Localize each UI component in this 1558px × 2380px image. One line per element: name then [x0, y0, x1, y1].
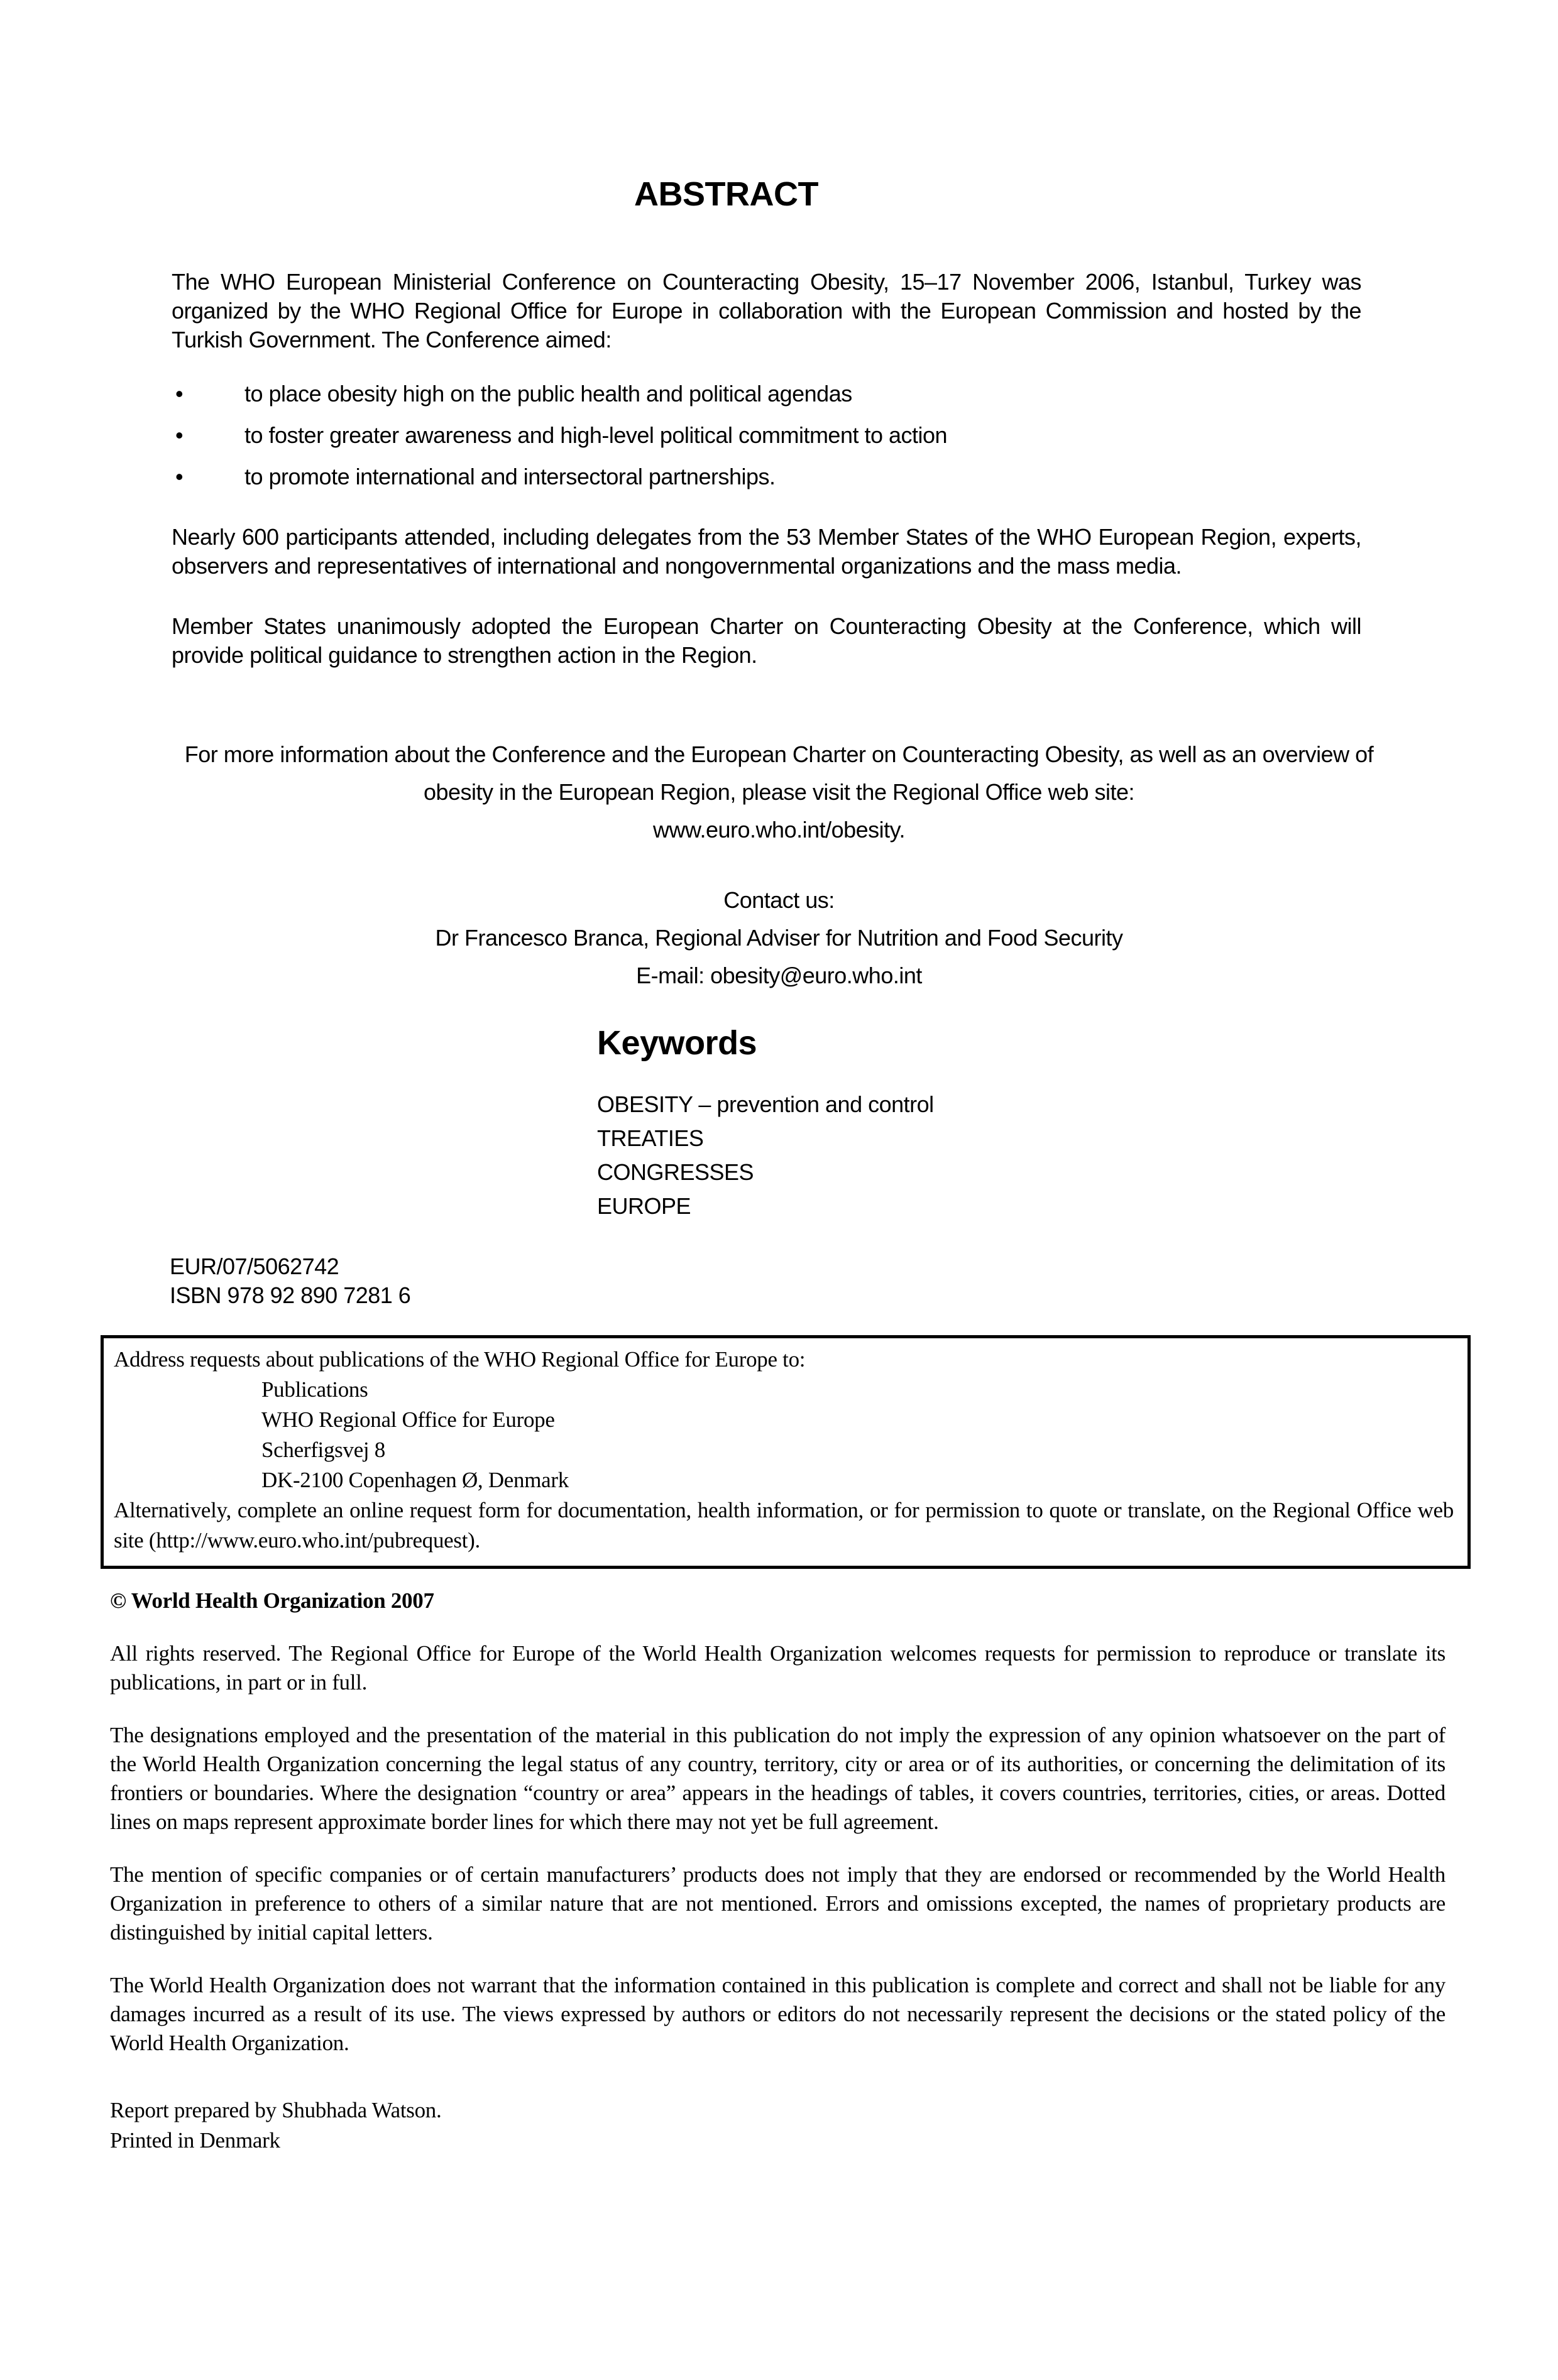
- copyright-section: [110, 1586, 1446, 2058]
- bullet-icon: •: [175, 381, 184, 407]
- bullet-item-label: to place obesity high on the public health and political agendas: [244, 381, 852, 407]
- keyword-item: TREATIES: [597, 1125, 704, 1151]
- contact-email: E-mail: obesity@euro.who.int: [636, 963, 922, 988]
- report-prepared-line: Report prepared by Shubhada Watson.: [110, 2098, 442, 2122]
- info-line: obesity in the European Region, please visit the Regional Office web site:: [423, 779, 1135, 805]
- keywords-heading: Keywords: [597, 1024, 757, 1062]
- abstract-paragraph-1: The WHO European Ministerial Conference on Counteracting Obesity, 15–17 November 2006, Istanbul, Turkey was organized by the WHO Regional Office for Europe in collaboration with the European Commission and hosted by the Turkish Government. The Conference aimed:: [172, 269, 1361, 352]
- request-box-intro: Address requests about publications of the WHO Regional Office for Europe to:: [114, 1347, 806, 1372]
- keywords-list: [597, 1088, 1558, 1223]
- keyword-item: CONGRESSES: [597, 1159, 754, 1185]
- document-page: [0, 176, 1558, 2380]
- keyword-item: EUROPE: [597, 1193, 691, 1219]
- bullet-icon: •: [175, 422, 184, 448]
- copyright-paragraph: The designations employed and the presentation of the material in this publication do not imply the expression of any opinion whatsoever on the part of the World Health Organization concerning the legal status of any country, territory, city or area or of its authorities, or concerning the delimitation of its frontiers or boundaries. Where the designation “country or area” appears in the headings of tables, it covers countries, territories, cities, or areas. Dotted lines on maps represent approximate border lines for which there may not yet be full agreement.: [110, 1723, 1446, 1834]
- more-information-block: [69, 736, 1489, 849]
- conference-aims-list: [172, 379, 1361, 491]
- abstract-paragraph-3: Member States unanimously adopted the European Charter on Counteracting Obesity at the Conference, which will provide political guidance to strengthen action in the Region.: [172, 613, 1361, 668]
- website-url: www.euro.who.int/obesity.: [652, 817, 906, 843]
- isbn-number: ISBN 978 92 890 7281 6: [170, 1282, 411, 1308]
- copyright-paragraph: All rights reserved. The Regional Office for Europe of the World Health Organization welcomes requests for permission to reproduce or translate its publications, in part or in full.: [110, 1641, 1446, 1695]
- contact-block: [69, 882, 1489, 995]
- address-line: DK-2100 Copenhagen Ø, Denmark: [261, 1468, 569, 1492]
- bullet-item-label: to foster greater awareness and high-level political commitment to action: [244, 422, 948, 448]
- publication-identifiers: [170, 1252, 1558, 1310]
- reference-number: EUR/07/5062742: [170, 1253, 339, 1279]
- request-box-alternative: Alternatively, complete an online request form for documentation, health information, or for permission to quote or translate, on the Regional Office web site (http://www.euro.who.int/pubrequest).: [114, 1498, 1454, 1553]
- abstract-paragraph-2: Nearly 600 participants attended, including delegates from the 53 Member States of the WHO European Region, experts, observers and representatives of international and nongovernmental organizations and the mass media.: [172, 524, 1361, 579]
- copyright-paragraph: The mention of specific companies or of certain manufacturers’ products does not imply that they are endorsed or recommended by the World Health Organization in preference to others of a similar nature that are not mentioned. Errors and omissions excepted, the names of proprietary products are distinguished by initial capital letters.: [110, 1862, 1446, 1945]
- list-item: [172, 421, 1361, 450]
- bullet-item-label: to promote international and intersectoral partnerships.: [244, 464, 776, 489]
- contact-adviser: Dr Francesco Branca, Regional Adviser for Nutrition and Food Security: [435, 925, 1123, 951]
- address-line: Scherfigsvej 8: [261, 1438, 385, 1462]
- contact-heading: Contact us:: [723, 887, 835, 913]
- publication-request-box: [101, 1335, 1471, 1569]
- list-item: [172, 462, 1361, 491]
- page-footer: [110, 2095, 1558, 2156]
- info-line: For more information about the Conference and the European Charter on Counteracting Obesity, as well as an overview of: [184, 741, 1374, 767]
- copyright-notice: © World Health Organization 2007: [110, 1588, 434, 1613]
- bullet-icon: •: [175, 464, 184, 489]
- address-line: WHO Regional Office for Europe: [261, 1407, 555, 1432]
- list-item: [172, 379, 1361, 408]
- keyword-item: OBESITY – prevention and control: [597, 1091, 934, 1117]
- copyright-paragraph: The World Health Organization does not warrant that the information contained in this publication is complete and correct and shall not be liable for any damages incurred as a result of its use. The views expressed by authors or editors do not necessarily represent the decisions or the stated policy of the World Health Organization.: [110, 1973, 1446, 2055]
- printed-in-line: Printed in Denmark: [110, 2128, 280, 2153]
- address-line: Publications: [261, 1377, 368, 1402]
- page-title: ABSTRACT: [634, 175, 818, 213]
- abstract-section: [172, 268, 1361, 670]
